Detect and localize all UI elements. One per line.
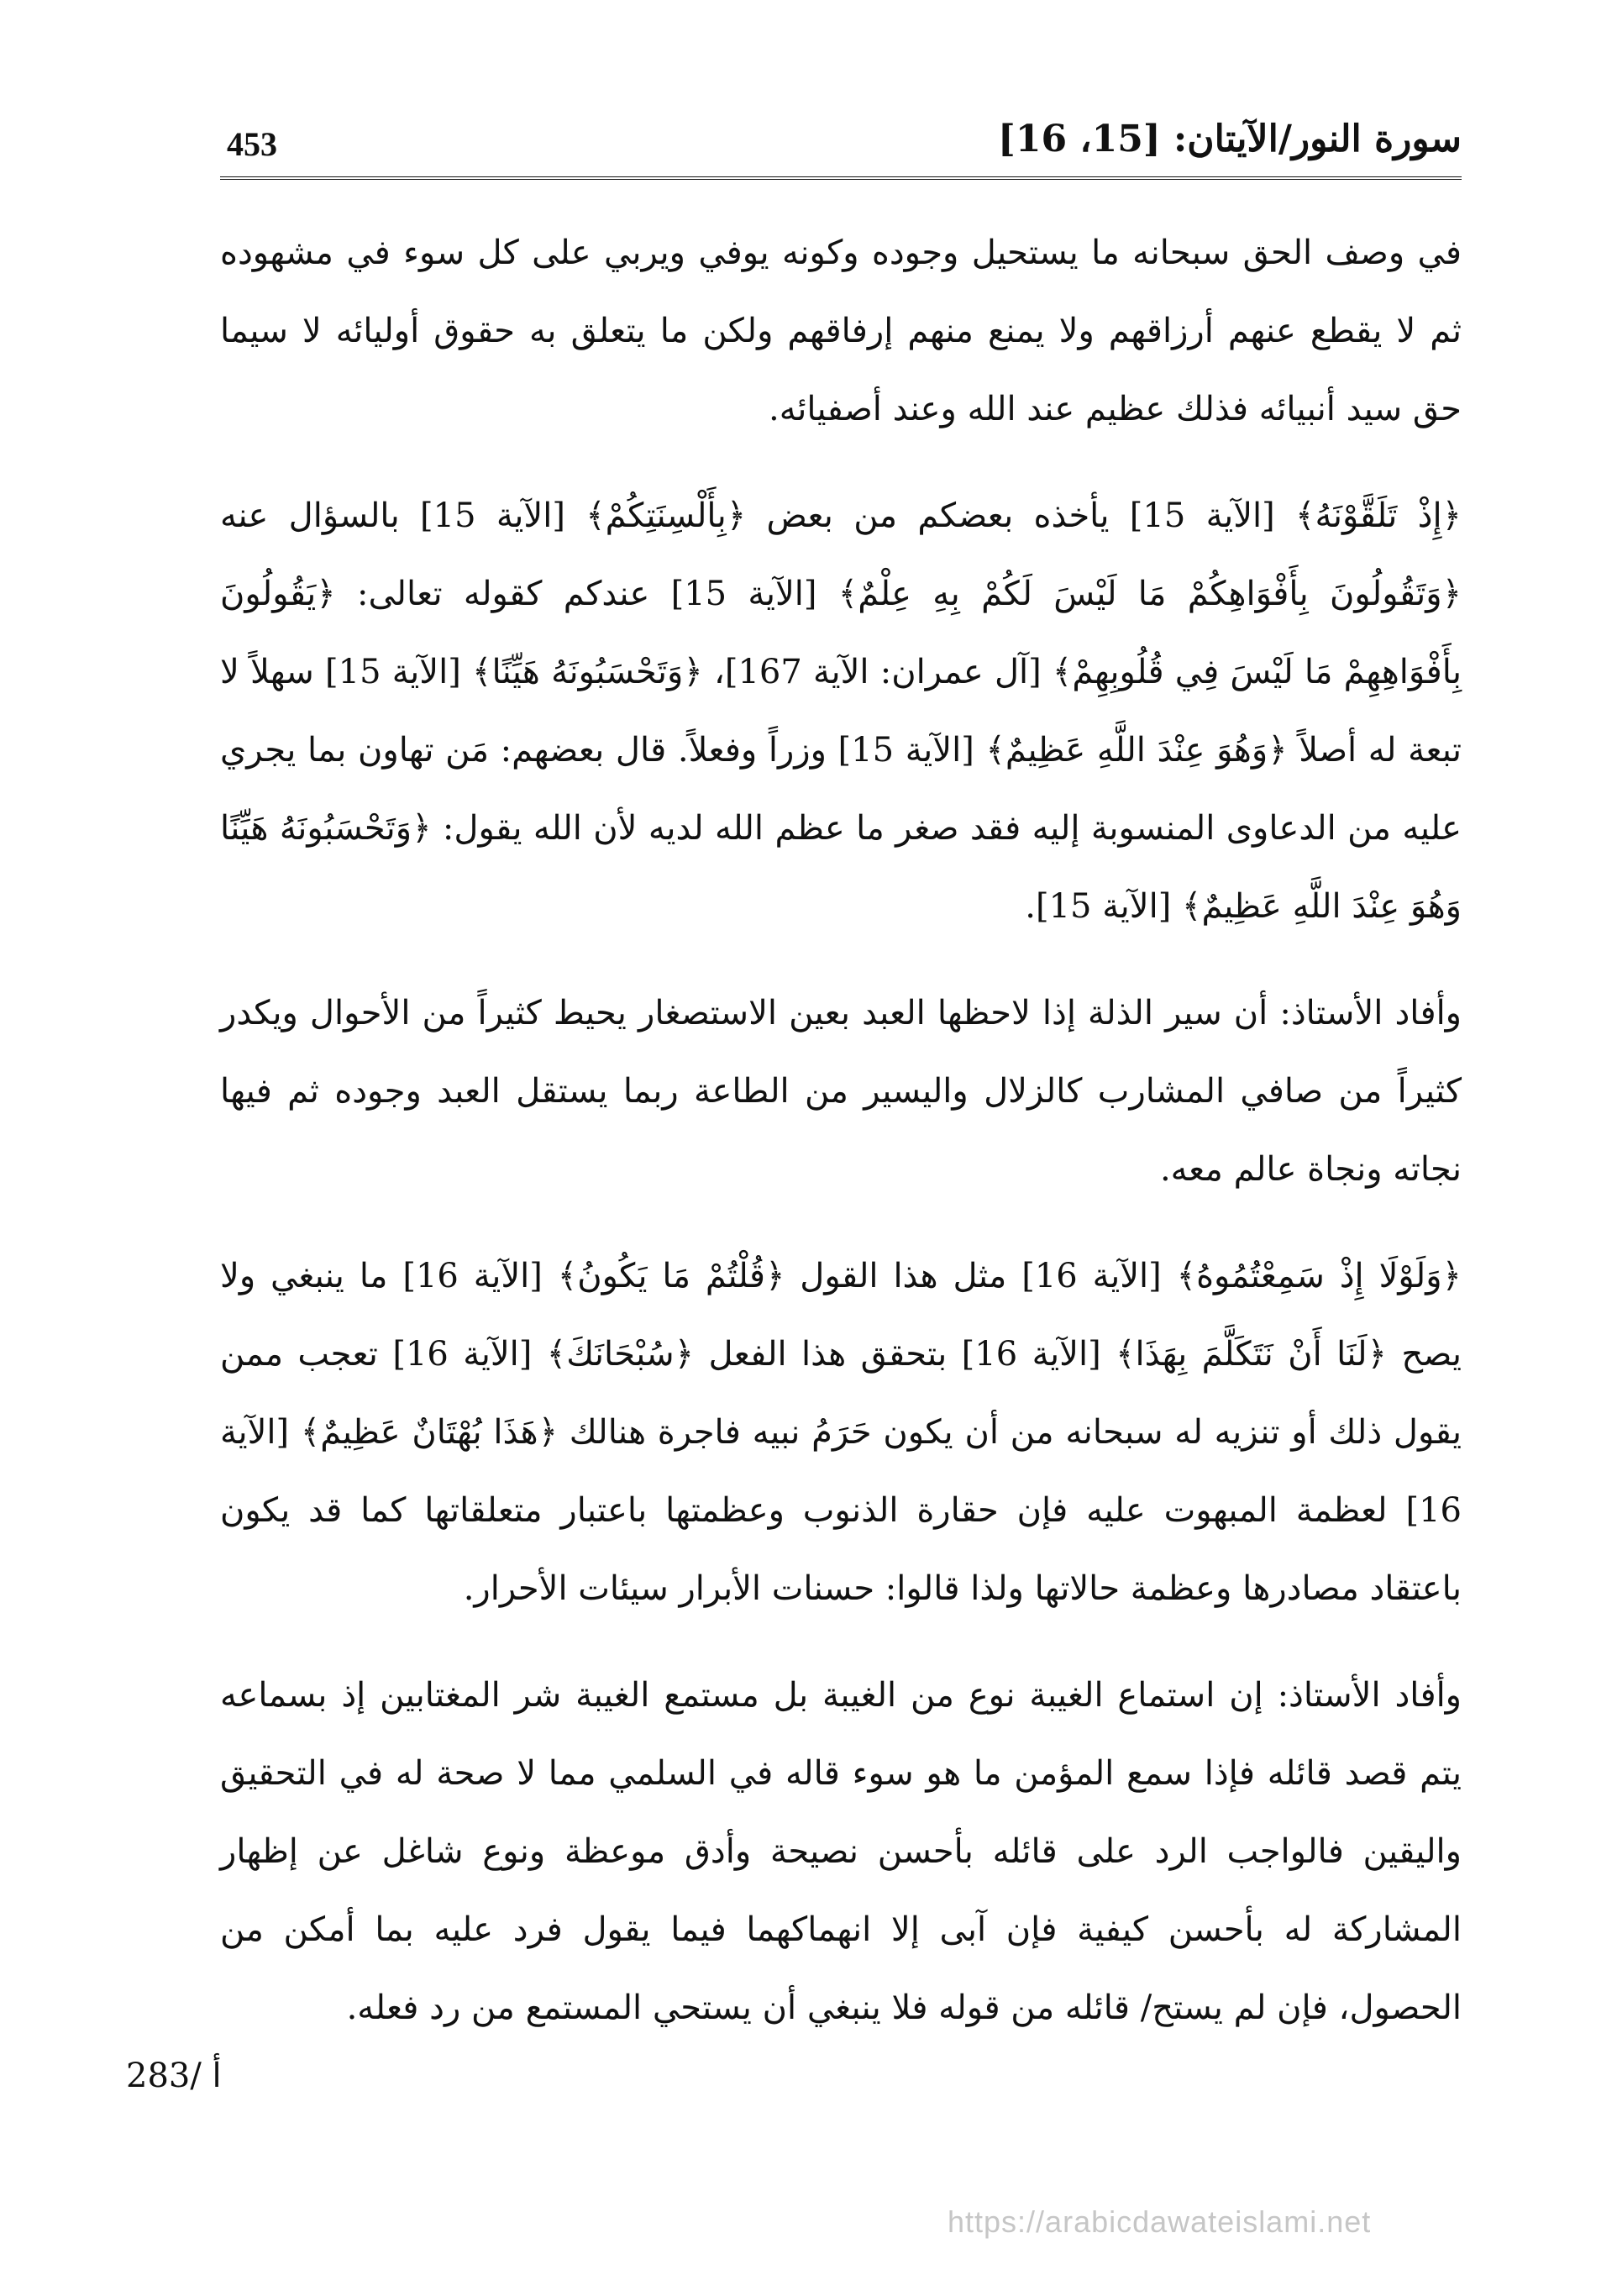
page-header [220, 118, 1462, 180]
running-title: سورة النور/الآيتان: [15، 16] [998, 118, 1462, 160]
paragraph-3: وأفاد الأستاذ: أن سير الذلة إذا لاحظها العبد بعين الاستصغار يحيط كثيراً من الأحوال ويكدر كثيراً من صافي المشارب كالزلال واليسير من الطاعة ربما يستقل العبد وجوده ثم فيها نجاته ونجاة عالم معه. [220, 994, 1462, 1189]
manuscript-folio-note: 283/ أ [126, 2057, 222, 2095]
paragraph-2: ﴿إِذْ تَلَقَّوْنَهُ﴾ [الآية 15] يأخذه بعضكم من بعض ﴿بِأَلْسِنَتِكُمْ﴾ [الآية 15] بالسؤال عنه ﴿وَتَقُولُونَ بِأَفْوَاهِكُمْ مَا لَيْسَ لَكُمْ بِهِ عِلْمٌ﴾ [الآية 15] عندكم كقوله تعالى: ﴿يَقُولُونَ بِأَفْوَاهِهِمْ مَا لَيْسَ فِي قُلُوبِهِمْ﴾ [آل عمران: الآية 167]، ﴿وَتَحْسَبُونَهُ هَيِّنًا﴾ [الآية 15] سهلاً لا تبعة له أصلاً ﴿وَهُوَ عِنْدَ اللَّهِ عَظِيمٌ﴾ [الآية 15] وزراً وفعلاً. قال بعضهم: مَن تهاون بما يجري عليه من الدعاوى المنسوبة إليه فقد صغر ما عظم الله لديه لأن الله يقول: ﴿وَتَحْسَبُونَهُ هَيِّنًا وَهُوَ عِنْدَ اللَّهِ عَظِيمٌ﴾ [الآية 15]. [220, 497, 1462, 926]
paragraph-1: في وصف الحق سبحانه ما يستحيل وجوده وكونه يوفي ويربي على كل سوء في مشهوده ثم لا يقطع عنهم أرزاقهم ولا يمنع منهم إرفاقهم ولكن ما يتعلق به حقوق أوليائه لا سيما حق سيد أنبيائه فذلك عظيم عند الله وعند أصفيائه. [220, 234, 1462, 428]
watermark-url: https://arabicdawateislami.net [948, 2204, 1372, 2239]
paragraph-4: ﴿وَلَوْلَا إِذْ سَمِعْتُمُوهُ﴾ [الآية 16] مثل هذا القول ﴿قُلْتُمْ مَا يَكُونُ﴾ [الآية 16] ما ينبغي ولا يصح ﴿لَنَا أَنْ نَتَكَلَّمَ بِهَذَا﴾ [الآية 16] بتحقق هذا الفعل ﴿سُبْحَانَكَ﴾ [الآية 16] تعجب ممن يقول ذلك أو تنزيه له سبحانه من أن يكون حَرَمُ نبيه فاجرة هنالك ﴿هَذَا بُهْتَانٌ عَظِيمٌ﴾ [الآية 16] لعظمة المبهوت عليه فإن حقارة الذنوب وعظمتها باعتبار متعلقاتها كما قد يكون باعتقاد مصادرها وعظمة حالاتها ولذا قالوا: حسنات الأبرار سيئات الأحرار. [220, 1257, 1462, 1608]
paragraph-5: وأفاد الأستاذ: إن استماع الغيبة نوع من الغيبة بل مستمع الغيبة شر المغتابين إذ بسماعه يتم قصد قائله فإذا سمع المؤمن ما هو سوء قاله في السلمي مما لا صحة له في التحقيق واليقين فالواجب الرد على قائله بأحسن نصيحة وأدق موعظة ونوع شاغل عن إظهار المشاركة له بأحسن كيفية فإن آبى إلا انهماكهما فيما يقول فرد عليه بما أمكن من الحصول، فإن لم يستح/ قائله من قوله فلا ينبغي أن يستحي المستمع من رد فعله. [220, 1676, 1462, 2027]
page-body [220, 214, 1462, 2076]
page-number: 453 [227, 125, 277, 163]
